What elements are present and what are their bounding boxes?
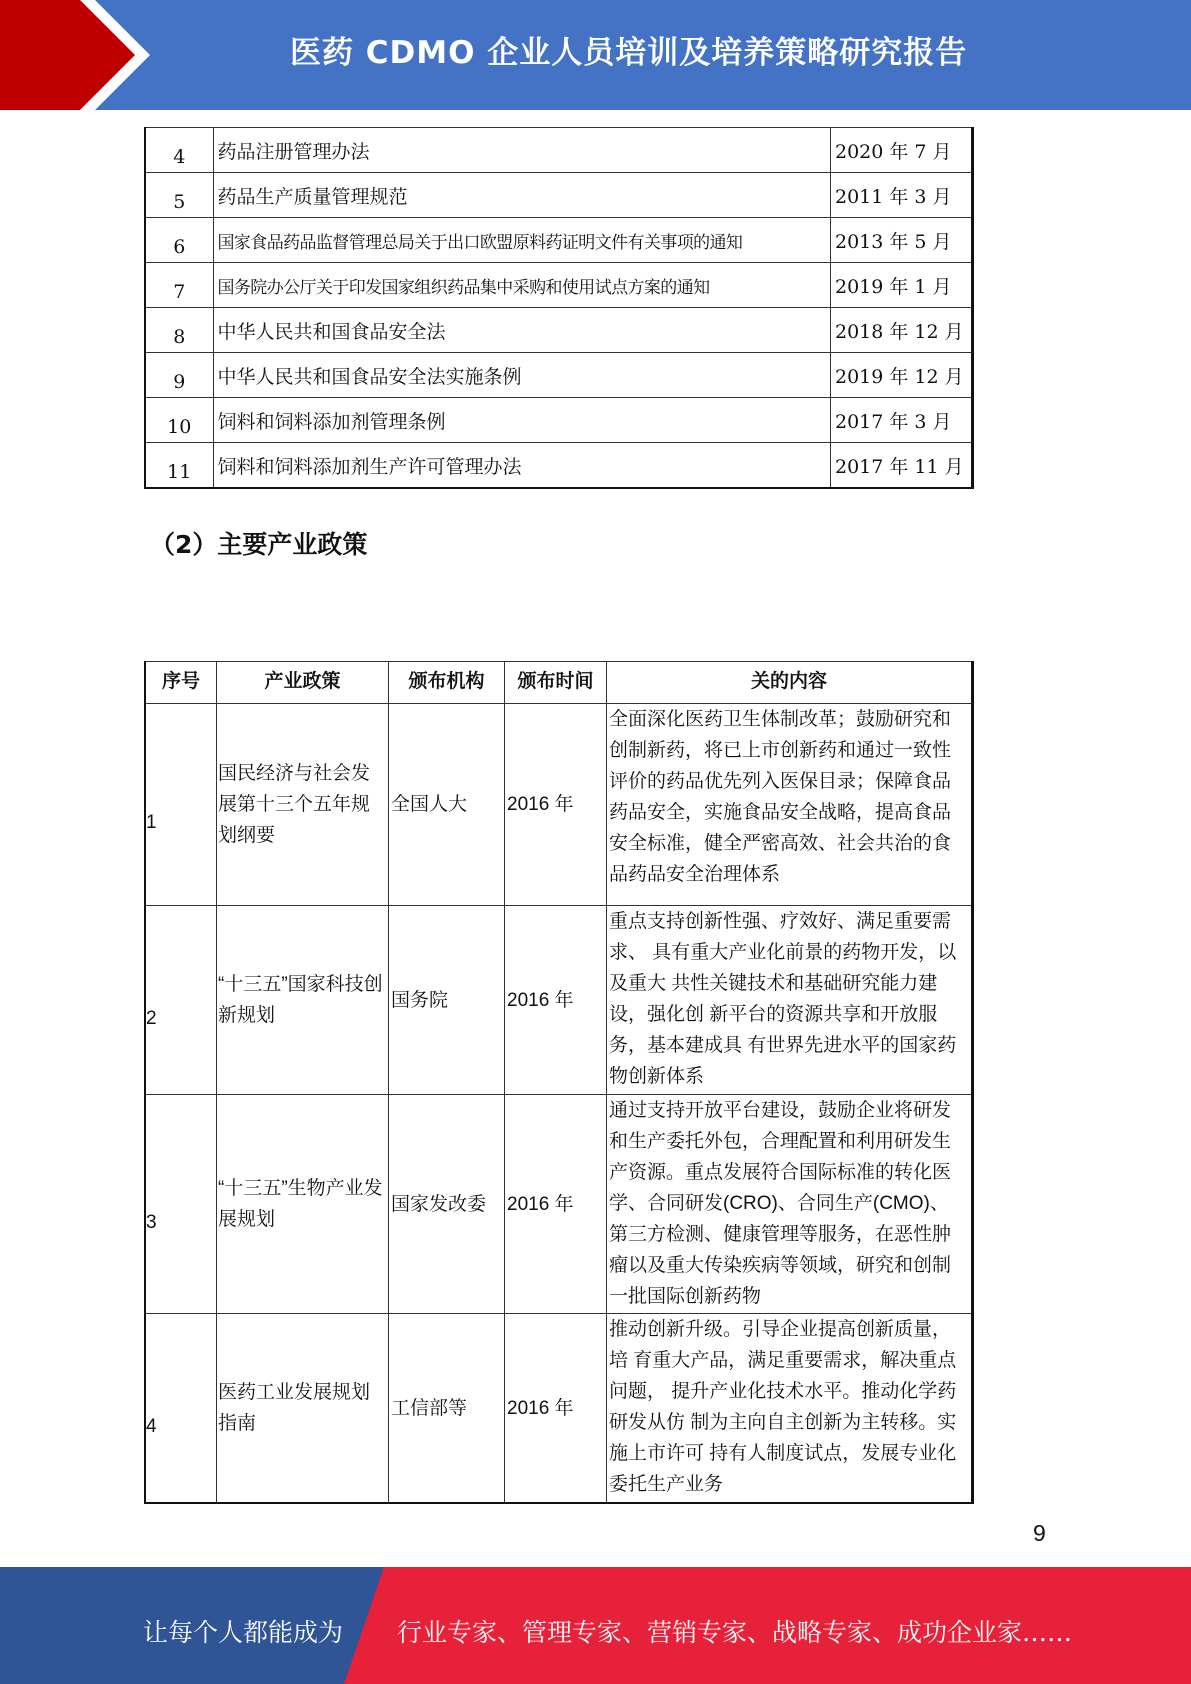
cell-regulation-name: 饲料和饲料添加剂生产许可管理办法 — [213, 443, 831, 489]
header-red-arrow-decoration — [0, 0, 150, 110]
cell-date: 2019 年 1 月 — [831, 263, 973, 308]
footer-slogan-right: 行业专家、管理专家、营销专家、战略专家、成功企业家…… — [397, 1618, 1073, 1647]
cell-date: 2016 年 — [505, 1314, 607, 1504]
table-header-row — [145, 662, 973, 704]
cell-date: 2016 年 — [505, 1095, 607, 1314]
header-index: 序号 — [145, 662, 217, 704]
cell-date: 2016 年 — [505, 704, 607, 906]
cell-regulation-name: 中华人民共和国食品安全法 — [213, 308, 831, 353]
cell-policy: “十三五”生物产业发展规划 — [217, 1095, 389, 1314]
cell-org: 国家发改委 — [389, 1095, 505, 1314]
cell-date: 2016 年 — [505, 906, 607, 1095]
cell-date: 2017 年 3 月 — [831, 398, 973, 443]
table-row — [145, 704, 973, 906]
cell-regulation-name: 中华人民共和国食品安全法实施条例 — [213, 353, 831, 398]
cell-content: 推动创新升级。引导企业提高创新质量，培 育重大产品，满足重要需求，解决重点问题， 提升产业化技术水平。推动化学药研发从仿 制为主向自主创新为主转移。实施上市许可 持有人制度试点，发展专业化委托生产业务 — [607, 1314, 973, 1504]
cell-index: 2 — [145, 906, 217, 1095]
table-row — [145, 308, 973, 353]
cell-index: 4 — [145, 1314, 217, 1504]
cell-policy: 国民经济与社会发展第十三个五年规划纲要 — [217, 704, 389, 906]
cell-content: 全面深化医药卫生体制改革；鼓励研究和 创制新药，将已上市创新药和通过一致性 评价的药品优先列入医保目录；保障食品 药品安全，实施食品安全战略，提高食品 安全标准，健全严密高效、社会共治的食 品药品安全治理体系 — [607, 704, 973, 906]
cell-regulation-name: 药品生产质量管理规范 — [213, 173, 831, 218]
header-date: 颁布时间 — [505, 662, 607, 704]
section-heading: （2）主要产业政策 — [150, 530, 368, 559]
cell-number: 10 — [145, 398, 213, 443]
page-header — [0, 0, 1191, 110]
footer-slogan-left: 让每个人都能成为 — [143, 1618, 344, 1647]
cell-number: 11 — [145, 443, 213, 489]
header-org: 颁布机构 — [389, 662, 505, 704]
table-row — [145, 1314, 973, 1504]
cell-date: 2017 年 11 月 — [831, 443, 973, 489]
cell-policy: “十三五”国家科技创新规划 — [217, 906, 389, 1095]
cell-content: 重点支持创新性强、疗效好、满足重要需求、 具有重大产业化前景的药物开发，以及重大 共性关键技术和基础研究能力建设，强化创 新平台的资源共享和开放服务，基本建成具 有世界先进水平的国家药物创新体系 — [607, 906, 973, 1095]
table-row — [145, 353, 973, 398]
table-row — [145, 906, 973, 1095]
table-row — [145, 263, 973, 308]
cell-regulation-name: 药品注册管理办法 — [213, 128, 831, 173]
cell-date: 2020 年 7 月 — [831, 128, 973, 173]
header-policy: 产业政策 — [217, 662, 389, 704]
cell-date: 2011 年 3 月 — [831, 173, 973, 218]
table-row — [145, 128, 973, 173]
cell-policy: 医药工业发展规划指南 — [217, 1314, 389, 1504]
table-row — [145, 1095, 973, 1314]
cell-org: 全国人大 — [389, 704, 505, 906]
cell-regulation-name: 饲料和饲料添加剂管理条例 — [213, 398, 831, 443]
page-number: 9 — [1033, 1520, 1046, 1546]
cell-regulation-name: 国务院办公厅关于印发国家组织药品集中采购和使用试点方案的通知 — [213, 263, 831, 308]
table-row — [145, 443, 973, 489]
cell-number: 4 — [145, 128, 213, 173]
header-content: 关的内容 — [607, 662, 973, 704]
table-row — [145, 398, 973, 443]
cell-number: 6 — [145, 218, 213, 263]
industry-policy-table — [144, 661, 974, 1504]
cell-number: 7 — [145, 263, 213, 308]
cell-index: 1 — [145, 704, 217, 906]
cell-org: 工信部等 — [389, 1314, 505, 1504]
cell-org: 国务院 — [389, 906, 505, 1095]
table-row — [145, 218, 973, 263]
cell-number: 5 — [145, 173, 213, 218]
cell-number: 9 — [145, 353, 213, 398]
report-title: 医药 CDMO 企业人员培训及培养策略研究报告 — [290, 35, 968, 71]
table-row — [145, 173, 973, 218]
regulations-table — [144, 127, 974, 489]
cell-date: 2013 年 5 月 — [831, 218, 973, 263]
cell-regulation-name: 国家食品药品监督管理总局关于出口欧盟原料药证明文件有关事项的通知 — [213, 218, 831, 263]
cell-index: 3 — [145, 1095, 217, 1314]
cell-date: 2018 年 12 月 — [831, 308, 973, 353]
cell-content: 通过支持开放平台建设，鼓励企业将研发 和生产委托外包，合理配置和利用研发生 产资源。重点发展符合国际标准的转化医 学、合同研发(CRO)、合同生产(CMO)、 第三方检测、健康管理等服务，在恶性肿 瘤以及重大传染疾病等领域，研究和创制 一批国际创新药物 — [607, 1095, 973, 1314]
cell-date: 2019 年 12 月 — [831, 353, 973, 398]
cell-number: 8 — [145, 308, 213, 353]
page-footer — [0, 1567, 1191, 1684]
